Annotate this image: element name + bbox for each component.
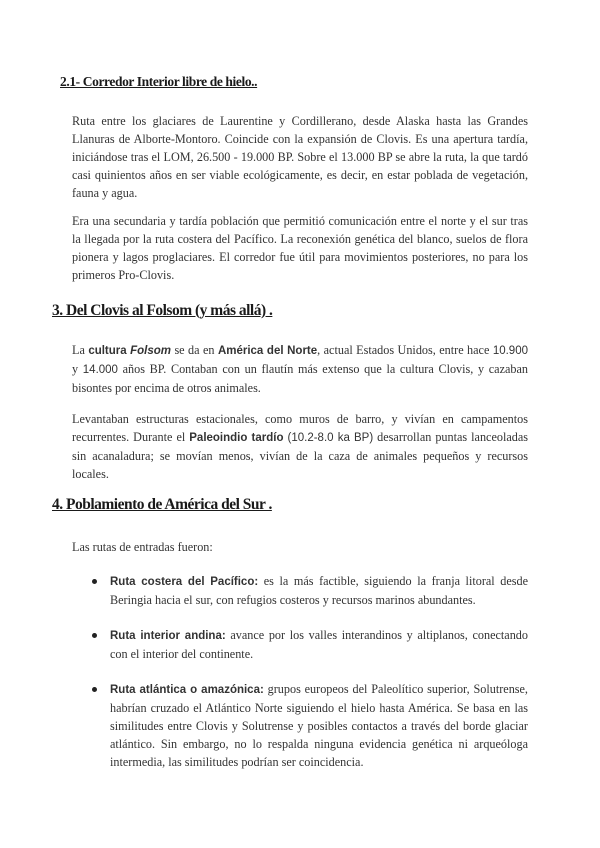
section-3-title: 3. Del Clovis al Folsom (y más allá) . (52, 302, 273, 319)
bullet-icon (92, 579, 97, 584)
list-item-text: es la más factible, siguiendo la franja litoral desde Beringia hacia el sur, con refugios costeros y recursos marinos abundantes. (110, 574, 528, 607)
section-3-paragraph-2: Levantaban estructuras estacionales, como muros de barro, y vivían en campamentos recurrentes. Durante el Paleoindio tardío (10.2-8.0 ka BP) desarrollan puntas lanceoladas sin acanaladura; se movían menos, vivían de la caza de animales pequeños y recursos locales. (72, 412, 528, 481)
bold-cultura: cultura (88, 345, 127, 357)
list-item-label: Ruta costera del Pacífico: (110, 576, 259, 588)
bold-paleoindio-tardio: Paleoindio tardío (189, 432, 284, 444)
bullet-icon (92, 687, 97, 692)
section-2-1-title: 2.1- Corredor Interior libre de hielo.. (60, 74, 258, 89)
list-item-label: Ruta atlántica o amazónica: (110, 684, 264, 696)
bold-america-del-norte: América del Norte (217, 345, 318, 357)
bold-italic-folsom: Folsom (130, 345, 171, 357)
section-4-title: 4. Poblamiento de América del Sur . (52, 496, 272, 513)
list-item (92, 572, 528, 609)
list-item-text: grupos europeos del Paleolítico superior, Solutrense, habrían cruzado el Atlántico Norte siguiendo el hielo hasta América. Se basa en las similitudes entre Clovis y Solutrense y posibles contactos a través del borde glaciar atlántico. Sin embargo, no lo respalda ninguna evidencia genética ni arqueóloga intermedia, las similitudes podrían ser coincidencia. (110, 682, 528, 769)
section-4-intro: Las rutas de entradas fueron: (72, 540, 213, 554)
section-2-1-paragraph-2: Era una secundaria y tardía población que permitió comunicación entre el norte y el sur tras la llegada por la ruta costera del Pacífico. La reconexión genética del blanco, suelos de flora pionera y lagos proglaciares. El corredor fue útil para movimientos posteriores, no para los primeros Pro-Clovis. (72, 214, 528, 282)
bullet-icon (92, 633, 97, 638)
section-2-1-paragraph-1: Ruta entre los glaciares de Laurentine y Cordillerano, desde Alaska hasta las Grandes Llanuras de Alborte-Montoro. Coincide con la expansión de Clovis. Es una apertura tardía, iniciándose tras el LOM, 26.500 - 19.000 BP. Sobre el 13.000 BP se abre la ruta, la que tardó casi quinientos años en ser viable ecológicamente, es decir, en estar poblada de vegetación, fauna y agua. (72, 114, 528, 200)
list-item (92, 626, 528, 663)
section-3-paragraph-1: La cultura Folsom se da en América del Norte, actual Estados Unidos, entre hace 10.900 y 14.000 años BP. Contaban con un flautín más extenso que la cultura Clovis, y cazaban bisontes por encima de otros animales. (72, 343, 529, 395)
list-item-text: avance por los valles interandinos y altiplanos, conectando con el interior del continente. (110, 628, 528, 661)
entry-routes-list (92, 572, 528, 788)
list-item (92, 680, 528, 771)
list-item-label: Ruta interior andina: (110, 630, 226, 642)
